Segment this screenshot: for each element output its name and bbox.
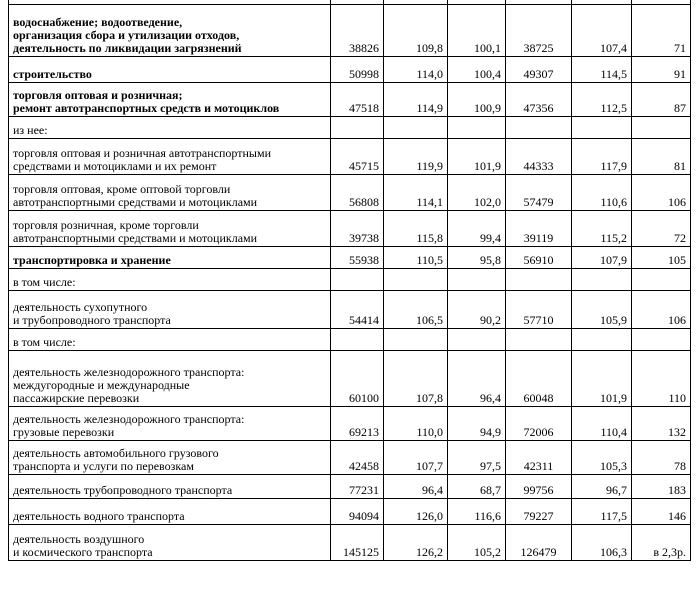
row-label: торговля оптовая и розничная автотранспортными средствами и мотоциклами и их ремонт <box>9 139 331 175</box>
row-label: деятельность трубопроводного транспорта <box>9 475 331 499</box>
value-cell: 96,4 <box>384 475 448 499</box>
value-cell: 106 <box>632 175 691 211</box>
value-cell: 145125 <box>331 525 384 561</box>
value-cell: 42458 <box>331 441 384 475</box>
value-cell: 115,2 <box>572 211 632 247</box>
value-cell: 110 <box>632 351 691 407</box>
value-cell: 146 <box>632 499 691 525</box>
value-cell: 106,5 <box>384 291 448 329</box>
value-cell: 60048 <box>506 351 572 407</box>
value-cell: 116,6 <box>448 499 506 525</box>
value-cell <box>632 117 691 139</box>
value-cell: 42311 <box>506 441 572 475</box>
value-cell: 54414 <box>331 291 384 329</box>
value-cell <box>331 329 384 351</box>
row-label: торговля оптовая, кроме оптовой торговли автотранспортными средствами и мотоциклами <box>9 175 331 211</box>
value-cell <box>572 269 632 291</box>
value-cell: 47356 <box>506 83 572 117</box>
value-cell: 57479 <box>506 175 572 211</box>
value-cell: 71 <box>632 5 691 57</box>
table-row <box>9 441 691 475</box>
value-cell: 126,0 <box>384 499 448 525</box>
value-cell: 96,4 <box>448 351 506 407</box>
value-cell: 60100 <box>331 351 384 407</box>
value-cell <box>448 329 506 351</box>
value-cell: 96,7 <box>572 475 632 499</box>
table-row <box>9 499 691 525</box>
value-cell: 38826 <box>331 5 384 57</box>
value-cell <box>632 269 691 291</box>
value-cell <box>331 117 384 139</box>
table-row <box>9 57 691 83</box>
value-cell: 107,9 <box>572 247 632 269</box>
table-row <box>9 211 691 247</box>
value-cell: 114,0 <box>384 57 448 83</box>
value-cell: 102,0 <box>448 175 506 211</box>
table-row <box>9 407 691 441</box>
table-row <box>9 5 691 57</box>
value-cell: 105 <box>632 247 691 269</box>
value-cell: 107,7 <box>384 441 448 475</box>
value-cell <box>331 269 384 291</box>
row-label: деятельность железнодорожного транспорта: грузовые перевозки <box>9 407 331 441</box>
value-cell: 100,1 <box>448 5 506 57</box>
value-cell: 183 <box>632 475 691 499</box>
value-cell <box>448 117 506 139</box>
statistics-table <box>8 0 691 561</box>
value-cell: 110,6 <box>572 175 632 211</box>
value-cell: 107,8 <box>384 351 448 407</box>
value-cell: 72 <box>632 211 691 247</box>
row-label: водоснабжение; водоотведение, организация сбора и утилизации отходов, деятельность по ликвидации загрязнений <box>9 5 331 57</box>
value-cell <box>572 117 632 139</box>
value-cell: 101,9 <box>572 351 632 407</box>
value-cell <box>572 329 632 351</box>
value-cell: 105,2 <box>448 525 506 561</box>
value-cell: 47518 <box>331 83 384 117</box>
value-cell: 100,4 <box>448 57 506 83</box>
value-cell: 91 <box>632 57 691 83</box>
value-cell: 56910 <box>506 247 572 269</box>
value-cell <box>506 117 572 139</box>
value-cell: 68,7 <box>448 475 506 499</box>
value-cell: 115,8 <box>384 211 448 247</box>
value-cell <box>506 269 572 291</box>
table-row <box>9 83 691 117</box>
value-cell: 38725 <box>506 5 572 57</box>
value-cell: 110,0 <box>384 407 448 441</box>
value-cell: 114,5 <box>572 57 632 83</box>
value-cell: 114,9 <box>384 83 448 117</box>
row-label: торговля оптовая и розничная; ремонт автотранспортных средств и мотоциклов <box>9 83 331 117</box>
value-cell: 106,3 <box>572 525 632 561</box>
table-row <box>9 329 691 351</box>
value-cell: 81 <box>632 139 691 175</box>
value-cell: в 2,3р. <box>632 525 691 561</box>
value-cell <box>506 329 572 351</box>
value-cell <box>448 269 506 291</box>
row-label: деятельность железнодорожного транспорта: междугородные и международные пассажирские перевозки <box>9 351 331 407</box>
value-cell: 49307 <box>506 57 572 83</box>
value-cell: 90,2 <box>448 291 506 329</box>
value-cell: 57710 <box>506 291 572 329</box>
value-cell: 69213 <box>331 407 384 441</box>
value-cell <box>632 329 691 351</box>
value-cell: 110,5 <box>384 247 448 269</box>
value-cell: 94,9 <box>448 407 506 441</box>
row-label: в том числе: <box>9 329 331 351</box>
value-cell: 39119 <box>506 211 572 247</box>
value-cell <box>384 269 448 291</box>
value-cell: 119,9 <box>384 139 448 175</box>
value-cell: 95,8 <box>448 247 506 269</box>
value-cell: 79227 <box>506 499 572 525</box>
value-cell: 132 <box>632 407 691 441</box>
value-cell: 45715 <box>331 139 384 175</box>
row-label: транспортировка и хранение <box>9 247 331 269</box>
value-cell: 105,9 <box>572 291 632 329</box>
table-row <box>9 269 691 291</box>
table-row <box>9 291 691 329</box>
row-label: деятельность сухопутного и трубопроводного транспорта <box>9 291 331 329</box>
value-cell: 97,5 <box>448 441 506 475</box>
row-label: деятельность воздушного и космического транспорта <box>9 525 331 561</box>
value-cell: 100,9 <box>448 83 506 117</box>
value-cell <box>384 329 448 351</box>
value-cell: 114,1 <box>384 175 448 211</box>
value-cell: 117,9 <box>572 139 632 175</box>
table-row <box>9 525 691 561</box>
table-row <box>9 117 691 139</box>
value-cell: 56808 <box>331 175 384 211</box>
value-cell: 78 <box>632 441 691 475</box>
value-cell: 55938 <box>331 247 384 269</box>
value-cell: 117,5 <box>572 499 632 525</box>
table-row <box>9 247 691 269</box>
value-cell: 112,5 <box>572 83 632 117</box>
value-cell: 126,2 <box>384 525 448 561</box>
row-label: в том числе: <box>9 269 331 291</box>
row-label: строительство <box>9 57 331 83</box>
value-cell: 107,4 <box>572 5 632 57</box>
value-cell: 72006 <box>506 407 572 441</box>
table-row <box>9 475 691 499</box>
table-row <box>9 139 691 175</box>
value-cell: 39738 <box>331 211 384 247</box>
value-cell: 105,3 <box>572 441 632 475</box>
value-cell: 126479 <box>506 525 572 561</box>
value-cell: 94094 <box>331 499 384 525</box>
row-label: из нее: <box>9 117 331 139</box>
row-label: деятельность автомобильного грузового транспорта и услуги по перевозкам <box>9 441 331 475</box>
row-label: деятельность водного транспорта <box>9 499 331 525</box>
row-label: торговля розничная, кроме торговли автотранспортными средствами и мотоциклами <box>9 211 331 247</box>
value-cell: 101,9 <box>448 139 506 175</box>
table-row <box>9 175 691 211</box>
value-cell: 109,8 <box>384 5 448 57</box>
value-cell: 50998 <box>331 57 384 83</box>
value-cell: 99,4 <box>448 211 506 247</box>
value-cell: 87 <box>632 83 691 117</box>
table-body <box>9 0 691 561</box>
value-cell: 99756 <box>506 475 572 499</box>
value-cell: 110,4 <box>572 407 632 441</box>
value-cell <box>384 117 448 139</box>
value-cell: 106 <box>632 291 691 329</box>
table-row <box>9 351 691 407</box>
value-cell: 44333 <box>506 139 572 175</box>
value-cell: 77231 <box>331 475 384 499</box>
